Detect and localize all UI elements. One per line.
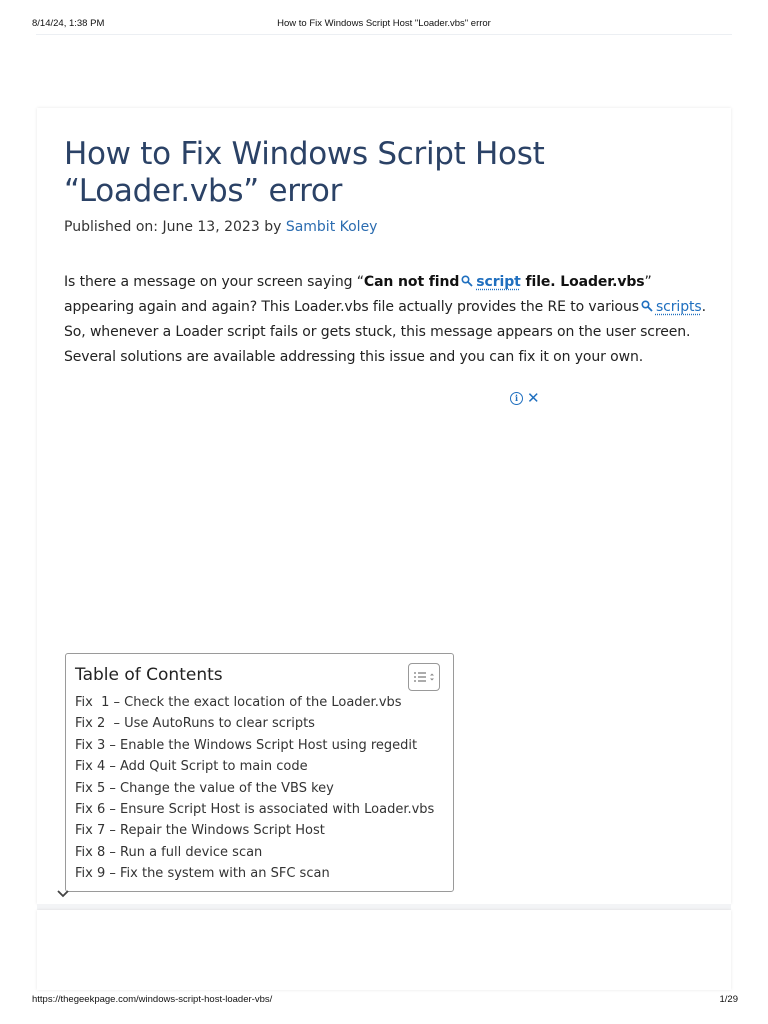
toc-item[interactable]: Fix 2 – Use AutoRuns to clear scripts <box>75 716 315 732</box>
table-of-contents <box>65 653 454 892</box>
toc-list <box>75 692 434 885</box>
intro-bold: Can not find <box>363 274 460 290</box>
toc-item[interactable]: Fix 7 – Repair the Windows Script Host <box>75 823 325 839</box>
info-icon[interactable]: i <box>510 392 523 405</box>
list-toggle-icon <box>412 670 436 684</box>
intro-bold-2: file. Loader.vbs <box>520 274 645 290</box>
keyword-link-scripts[interactable]: scripts <box>655 299 702 315</box>
print-footer <box>0 994 768 1008</box>
toc-title: Table of Contents <box>75 665 223 685</box>
intro-text-2: ” <box>644 274 652 290</box>
search-icon <box>461 275 473 287</box>
search-icon <box>641 300 653 312</box>
chevron-down-icon[interactable] <box>56 889 70 899</box>
page-url: https://thegeekpage.com/windows-script-host-loader-vbs/ <box>32 994 273 1005</box>
next-card <box>37 910 731 990</box>
article-meta <box>64 219 377 235</box>
article-intro <box>64 270 724 370</box>
toc-item[interactable]: Fix 3 – Enable the Windows Script Host using regedit <box>75 737 418 753</box>
intro-text-4: So, whenever a Loader script fails or gets stuck, this message appears on the user screen. Several solutions are available addressing this issue and you can fix it on your own. <box>64 324 691 365</box>
toc-item[interactable]: Fix 8 – Run a full device scan <box>75 844 263 860</box>
toc-item[interactable]: Fix 4 – Add Quit Script to main code <box>75 759 308 775</box>
toc-toggle-button[interactable] <box>408 663 440 691</box>
top-divider <box>36 34 732 35</box>
intro-text-3: appearing again and again? This Loader.vbs file actually provides the RE to various <box>64 299 639 315</box>
print-title: How to Fix Windows Script Host "Loader.vbs" error <box>277 18 491 29</box>
keyword-link-script[interactable]: script <box>476 274 521 290</box>
print-date: 8/14/24, 1:38 PM <box>32 18 105 29</box>
toc-item[interactable]: Fix 1 – Check the exact location of the Loader.vbs <box>75 695 402 710</box>
toc-item[interactable]: Fix 5 – Change the value of the VBS key <box>75 780 334 796</box>
article-title: How to Fix Windows Script Host “Loader.vbs” error <box>64 136 545 209</box>
print-header <box>0 14 768 30</box>
close-icon[interactable]: ✕ <box>527 389 540 407</box>
published-date: Published on: June 13, 2023 by <box>64 219 286 235</box>
intro-text: Is there a message on your screen saying “ <box>64 274 364 290</box>
ad-controls <box>510 391 540 405</box>
intro-period: . <box>701 299 706 315</box>
toc-item[interactable]: Fix 6 – Ensure Script Host is associated with Loader.vbs <box>75 802 435 818</box>
toc-item[interactable]: Fix 9 – Fix the system with an SFC scan <box>75 866 330 882</box>
page-number: 1/29 <box>719 994 738 1005</box>
author-link[interactable]: Sambit Koley <box>285 219 378 235</box>
